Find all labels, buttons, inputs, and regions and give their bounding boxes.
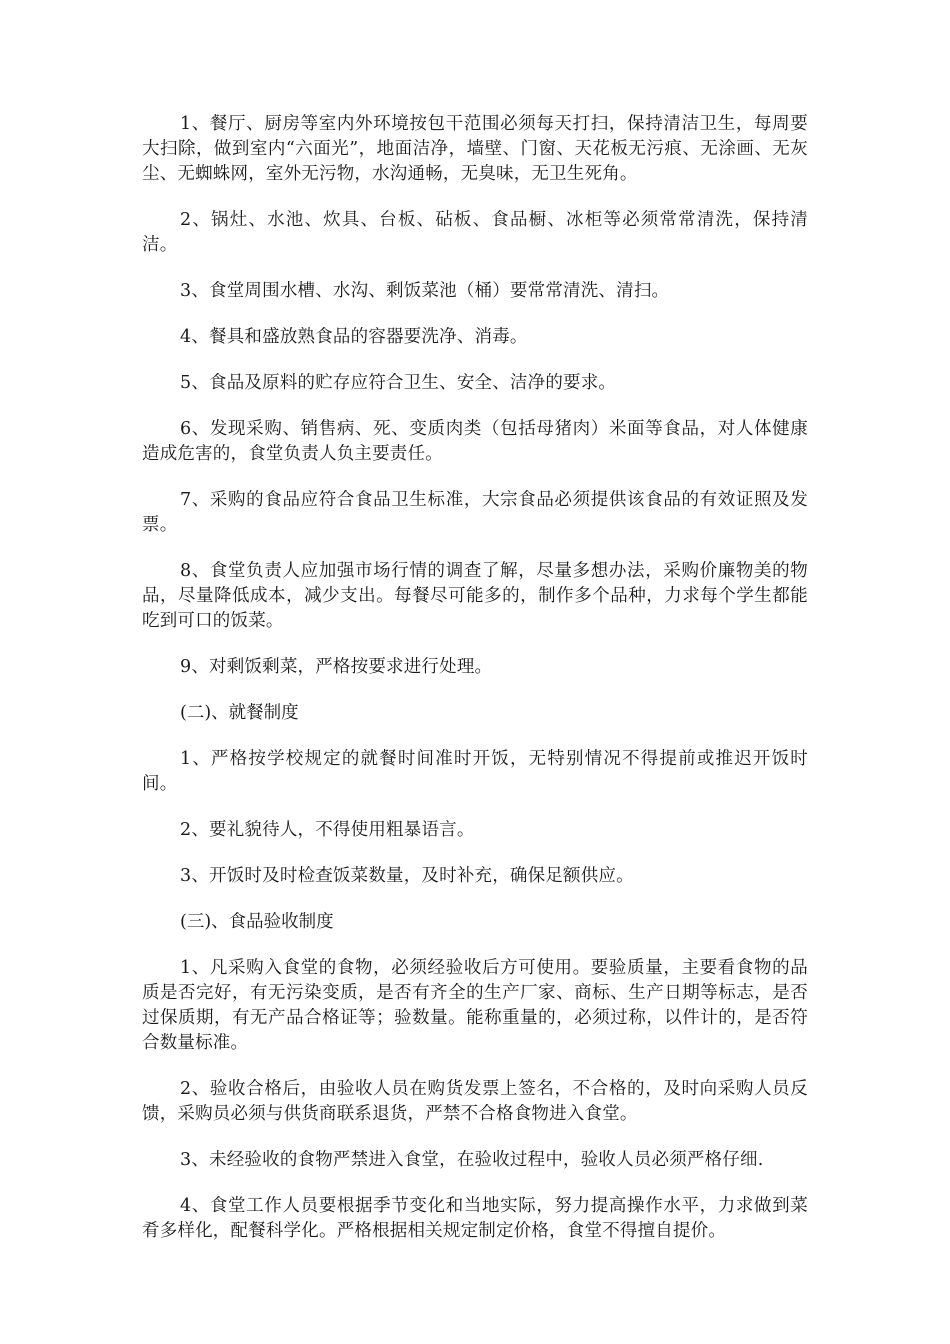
rule-item: 2、验收合格后，由验收人员在购货发票上签名，不合格的，及时向采购人员反馈，采购员必须与供货商联系退货，严禁不合格食物进入食堂。 (142, 1079, 808, 1124)
rule-item: 3、食堂周围水槽、水沟、剩饭菜池（桶）要常常清洗、清扫。 (180, 281, 670, 301)
rule-item: 4、食堂工作人员要根据季节变化和当地实际，努力提高操作水平，力求做到菜肴多样化，配餐科学化。严格根据相关规定制定价格，食堂不得擅自提价。 (142, 1196, 808, 1241)
rule-item: 1、严格按学校规定的就餐时间准时开饭，无特别情况不得提前或推迟开饭时间。 (142, 749, 808, 794)
section-heading: (三)、食品验收制度 (180, 912, 334, 932)
rule-item: 6、发现采购、销售病、死、变质肉类（包括母猪肉）米面等食品，对人体健康造成危害的，食堂负责人负主要责任。 (142, 419, 808, 464)
section-heading: (二)、就餐制度 (180, 703, 299, 723)
rule-item: 1、餐厅、厨房等室内外环境按包干范围必须每天打扫，保持清洁卫生，每周要大扫除，做到室内“六面光”，地面洁净，墙壁、门窗、天花板无污痕、无涂画、无灰尘、无蜘蛛网，室外无污物，水沟通畅，无臭味，无卫生死角。 (142, 114, 808, 184)
rule-item: 3、开饭时及时检查饭菜数量，及时补充，确保足额供应。 (180, 866, 634, 886)
rule-item: 2、锅灶、水池、炊具、台板、砧板、食品橱、冰柜等必须常常清洗，保持清洁。 (142, 210, 808, 255)
rule-item: 8、食堂负责人应加强市场行情的调查了解，尽量多想办法，采购价廉物美的物品，尽量降低成本，减少支出。每餐尽可能多的，制作多个品种，力求每个学生都能吃到可口的饭菜。 (142, 561, 808, 631)
rule-item: 2、要礼貌待人，不得使用粗暴语言。 (180, 820, 475, 840)
document-body (142, 112, 808, 1265)
rule-item: 7、采购的食品应符合食品卫生标准，大宗食品必须提供该食品的有效证照及发票。 (142, 490, 808, 535)
rule-item: 4、餐具和盛放熟食品的容器要洗净、消毒。 (180, 327, 528, 347)
rule-item: 9、对剩饭剩菜，严格按要求进行处理。 (180, 657, 493, 677)
rule-item: 5、食品及原料的贮存应符合卫生、安全、洁净的要求。 (180, 373, 617, 393)
rule-item: 3、未经验收的食物严禁进入食堂，在验收过程中，验收人员必须严格仔细. (180, 1150, 764, 1170)
rule-item: 1、凡采购入食堂的食物，必须经验收后方可使用。要验质量，主要看食物的品质是否完好，有无污染变质，是否有齐全的生产厂家、商标、生产日期等标志，是否过保质期，有无产品合格证等；验数量。能称重量的，必须过称，以件计的，是否符合数量标准。 (142, 958, 808, 1053)
